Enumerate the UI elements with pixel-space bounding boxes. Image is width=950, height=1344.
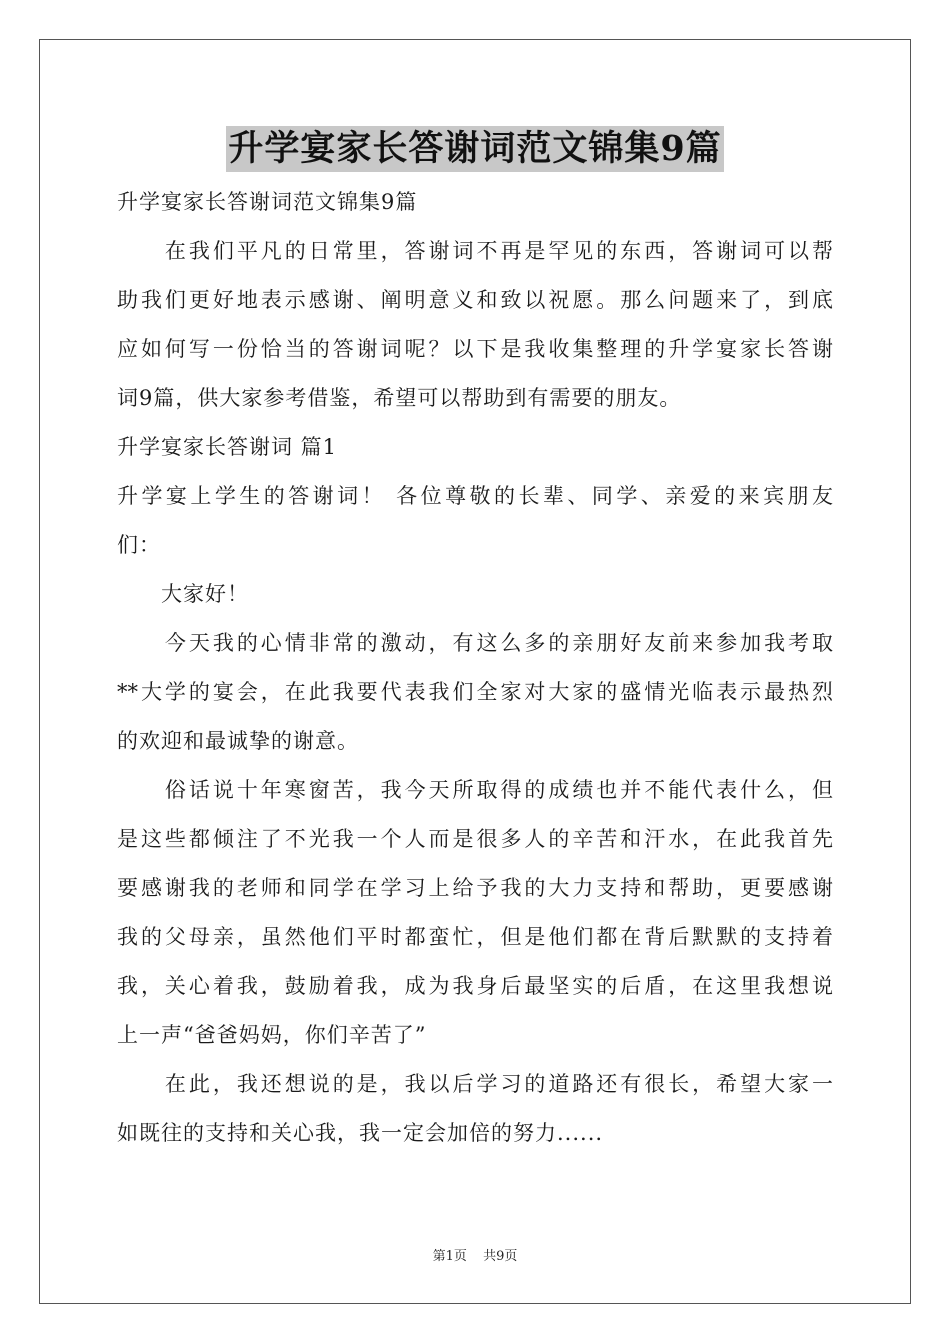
body-line: 词9篇，供大家参考借鉴，希望可以帮助到有需要的朋友。 bbox=[117, 386, 682, 410]
body-line: 升学宴上学生的答谢词！ 各位尊敬的长辈、同学、亲爱的来宾朋友 bbox=[117, 484, 833, 508]
page-number: 第1页 bbox=[432, 1249, 467, 1264]
body-line: 如既往的支持和关心我，我一定会加倍的努力...... bbox=[117, 1121, 604, 1145]
body-line: 升学宴家长答谢词范文锦集9篇 bbox=[117, 190, 418, 214]
body-line: 助我们更好地表示感谢、阐明意义和致以祝愿。那么问题来了，到底 bbox=[117, 288, 833, 312]
body-line: 应如何写一份恰当的答谢词呢？以下是我收集整理的升学宴家长答谢 bbox=[117, 337, 833, 361]
title-container bbox=[0, 126, 950, 172]
document-title: 升学宴家长答谢词范文锦集9篇 bbox=[226, 126, 723, 172]
document-body bbox=[117, 178, 833, 1158]
body-line: 我，关心着我，鼓励着我，成为我身后最坚实的后盾，在这里我想说 bbox=[117, 974, 833, 998]
body-line: 上一声“爸爸妈妈，你们辛苦了” bbox=[117, 1023, 427, 1047]
body-line: 的欢迎和最诚挚的谢意。 bbox=[117, 729, 359, 753]
body-line: 们： bbox=[117, 533, 161, 557]
body-line: 要感谢我的老师和同学在学习上给予我的大力支持和帮助，更要感谢 bbox=[117, 876, 833, 900]
section-heading: 升学宴家长答谢词 篇1 bbox=[117, 435, 338, 459]
body-line: 在我们平凡的日常里，答谢词不再是罕见的东西，答谢词可以帮 bbox=[117, 239, 833, 263]
body-line: 在此，我还想说的是，我以后学习的道路还有很长，希望大家一 bbox=[117, 1072, 833, 1096]
page-footer bbox=[0, 1245, 950, 1264]
body-line: 我的父母亲，虽然他们平时都蛮忙，但是他们都在背后默默的支持着 bbox=[117, 925, 833, 949]
body-line: 大家好！ bbox=[117, 582, 249, 606]
body-line: 是这些都倾注了不光我一个人而是很多人的辛苦和汗水，在此我首先 bbox=[117, 827, 833, 851]
page-total: 共9页 bbox=[483, 1249, 518, 1264]
body-line: 今天我的心情非常的激动，有这么多的亲朋好友前来参加我考取 bbox=[117, 631, 833, 655]
body-line: **大学的宴会，在此我要代表我们全家对大家的盛情光临表示最热烈 bbox=[117, 680, 833, 704]
body-line: 俗话说十年寒窗苦，我今天所取得的成绩也并不能代表什么，但 bbox=[117, 778, 833, 802]
